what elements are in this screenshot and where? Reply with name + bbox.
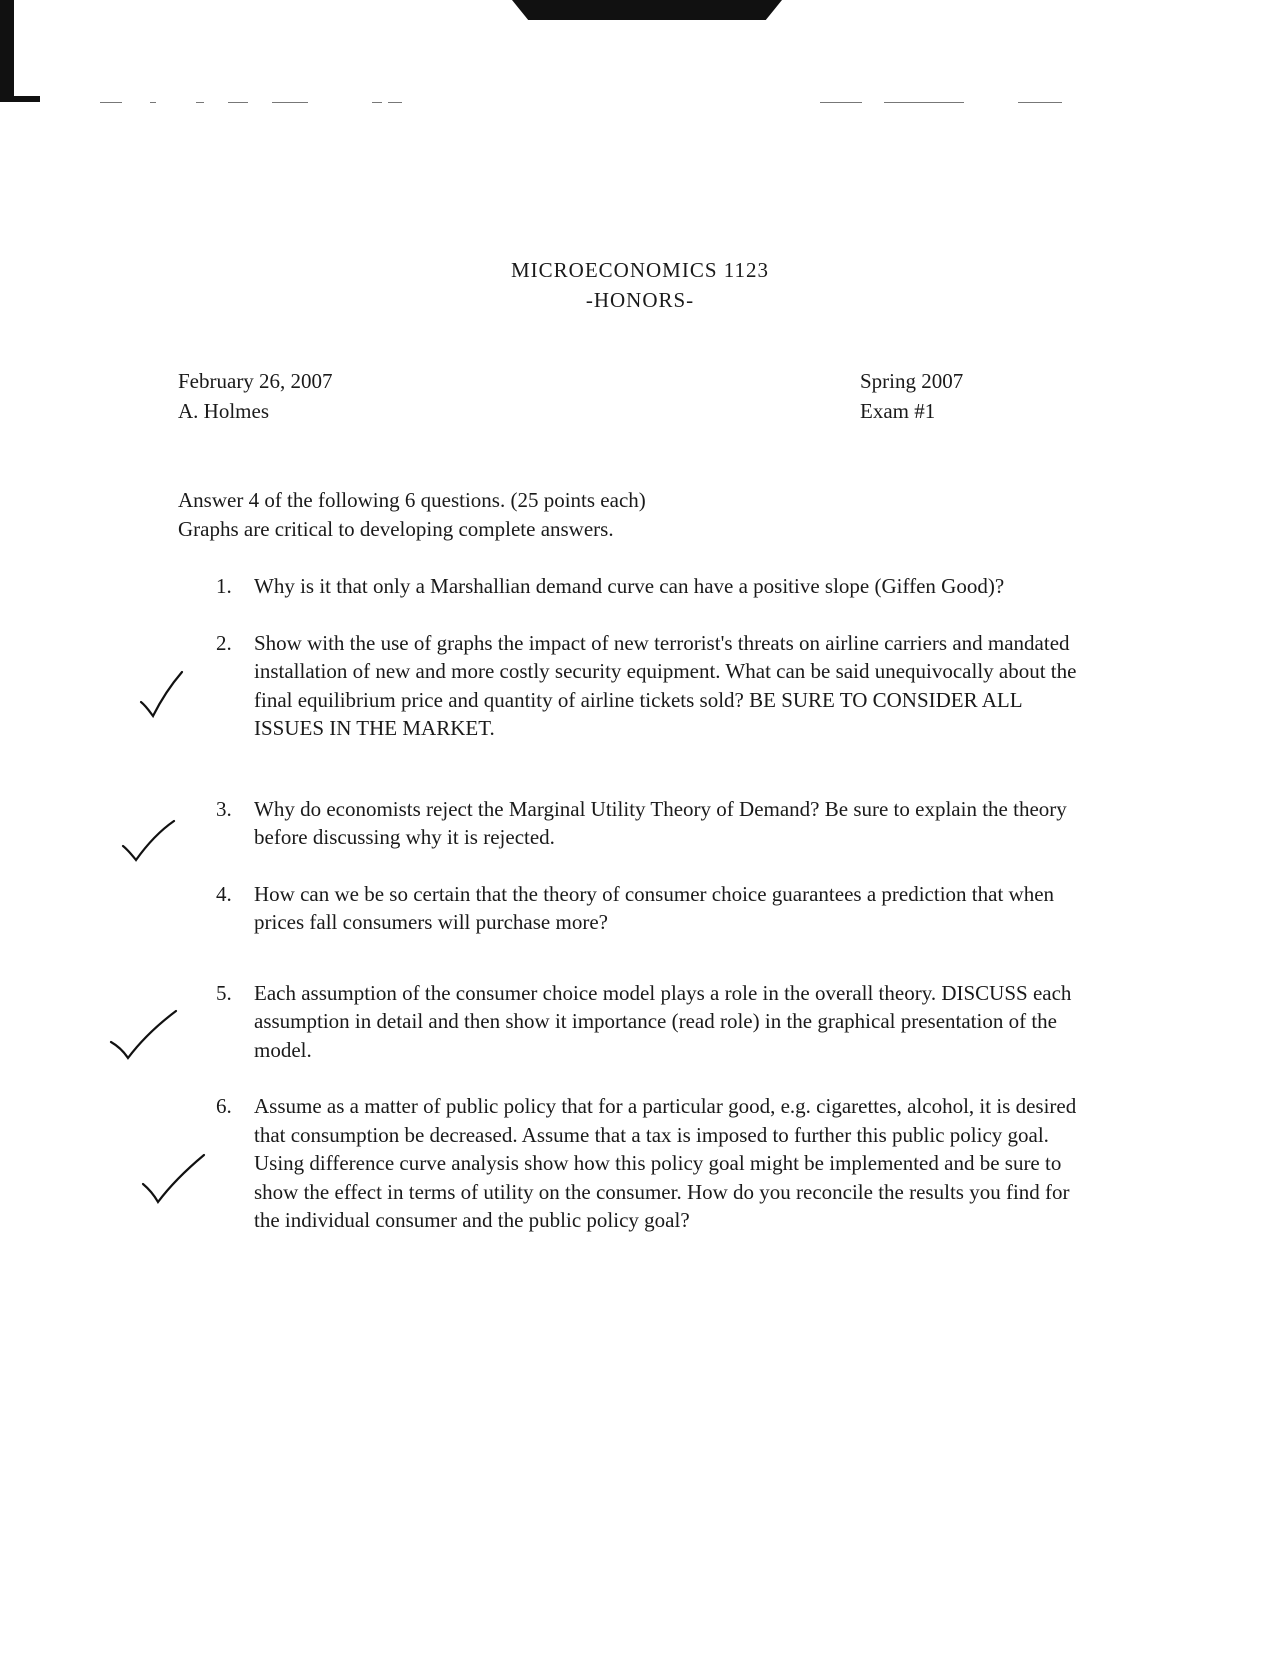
course-subtitle: -HONORS- [585,288,695,312]
question-3 [178,795,1088,852]
question-5 [178,979,1088,1065]
question-text: Assume as a matter of public policy that for a particular good, e.g. cigarettes, alcohol, it is desired that consumption be decreased. Assume that a tax is imposed to further this public policy goal. Using difference curve analysis show how this policy goal might be implemented and be sure to show the effect in terms of utility on the consumer. How do you reconcile the results you find for the individual consumer and the public policy goal? [254,1094,1077,1232]
question-number: 5. [216,980,232,1005]
question-1 [178,572,1088,601]
question-text: Each assumption of the consumer choice model plays a role in the overall theory. DISCUSS each assumption in detail and then show it importance (read role) in the graphical presentation of the model. [254,980,1072,1062]
exam-date: February 26, 2007 [178,369,333,393]
instructions-line-2: Graphs are critical to developing complete answers. [178,517,614,541]
instructions-line-1: Answer 4 of the following 6 questions. (25 points each) [178,488,646,512]
scan-edge-mark-foot [0,96,40,102]
question-number: 4. [216,881,232,906]
question-text: Why is it that only a Marshallian demand curve can have a positive slope (Giffen Good)? [254,574,1005,598]
question-list [178,572,1088,1235]
question-6 [178,1092,1088,1235]
instructions [178,486,646,544]
scan-edge-mark [0,0,14,102]
check-mark-icon [120,818,180,864]
question-number: 6. [216,1094,232,1118]
question-text: Show with the use of graphs the impact of new terrorist's threats on airline carriers and mandated installation of new and more costly security equipment. What can be said unequivocally about the final equilibrium price and quantity of airline tickets sold? BE SURE TO CONSIDER ALL ISSUES IN THE MARKET. [254,630,1077,740]
question-number: 1. [216,574,232,598]
exam-meta-right [860,366,963,426]
exam-term: Spring 2007 [860,369,964,393]
instructor-name: A. Holmes [178,399,269,423]
check-mark-icon [140,1152,210,1204]
scan-top-tab [512,0,782,20]
course-title: MICROECONOMICS 1123 [511,258,769,282]
scan-dash-line [100,102,1120,104]
question-number: 3. [216,796,232,821]
question-text: How can we be so certain that the theory of consumer choice guarantees a prediction that when prices fall consumers will purchase more? [254,881,1055,934]
question-text: Why do economists reject the Marginal Utility Theory of Demand? Be sure to explain the theory before discussing why it is rejected. [254,796,1067,849]
exam-meta-left [178,366,333,426]
question-2 [178,629,1088,743]
course-title-block [0,255,1280,315]
question-4 [178,880,1088,937]
question-number: 2. [216,630,232,655]
check-mark-icon [138,668,188,720]
check-mark-icon [108,1008,182,1060]
exam-number: Exam #1 [860,399,936,423]
